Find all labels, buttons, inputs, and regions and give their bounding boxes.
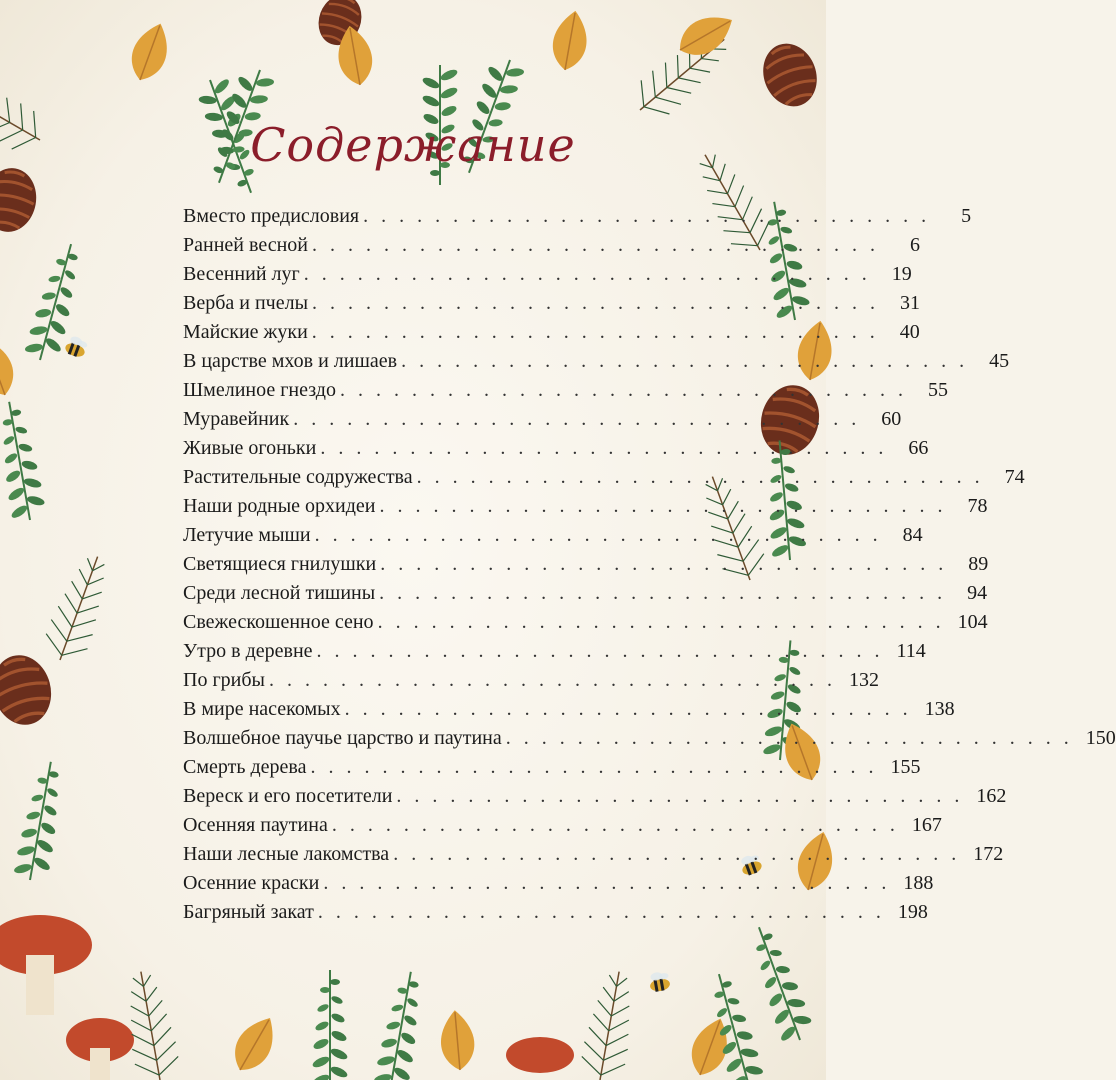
toc-entry-title: Утро в деревне [183, 640, 313, 662]
toc-leader-dots: ................................ [320, 437, 897, 459]
toc-entry-page-number: 78 [967, 495, 988, 517]
toc-entry-page-number: 104 [957, 611, 988, 633]
toc-entry[interactable] [183, 263, 912, 292]
toc-entry-title: Светящиеся гнилушки [183, 553, 377, 575]
toc-entry-page-number: 6 [909, 234, 920, 256]
toc-entry-title: Вереск и его посетители [183, 785, 393, 807]
toc-entry-title: Майские жуки [183, 321, 308, 343]
toc-entry-page-number: 19 [891, 263, 912, 285]
toc-entry-title: Наши родные орхидеи [183, 495, 376, 517]
toc-entry[interactable] [183, 640, 926, 669]
toc-entry[interactable] [183, 669, 879, 698]
toc-entry[interactable] [183, 437, 929, 466]
toc-entry-title: Ранней весной [183, 234, 308, 256]
toc-leader-dots: ................................ [311, 321, 888, 343]
toc-leader-dots: ................................ [377, 611, 954, 633]
toc-entry-title: Осенние краски [183, 872, 320, 894]
table-of-contents [183, 205, 1116, 930]
toc-entry-page-number: 172 [973, 843, 1004, 865]
toc-leader-dots: ................................ [396, 785, 973, 807]
toc-entry[interactable] [183, 321, 920, 350]
toc-entry-title: Осенняя паутина [183, 814, 328, 836]
toc-leader-dots: ................................ [316, 640, 893, 662]
toc-entry-title: Растительные содружества [183, 466, 413, 488]
toc-entry-title: Муравейник [183, 408, 290, 430]
toc-entry[interactable] [183, 495, 988, 524]
toc-entry-title: Верба и пчелы [183, 292, 309, 314]
toc-entry-page-number: 89 [968, 553, 989, 575]
toc-entry-title: В царстве мхов и лишаев [183, 350, 398, 372]
toc-leader-dots: ................................ [311, 234, 888, 256]
toc-leader-dots: ................................ [303, 263, 880, 285]
toc-entry-page-number: 45 [989, 350, 1010, 372]
toc-entry-page-number: 55 [927, 379, 948, 401]
toc-leader-dots: ................................ [416, 466, 993, 488]
toc-entry-page-number: 162 [976, 785, 1007, 807]
toc-leader-dots: ................................ [331, 814, 908, 836]
toc-entry-page-number: 155 [890, 756, 921, 778]
toc-entry-page-number: 5 [961, 205, 972, 227]
toc-entry[interactable] [183, 756, 921, 785]
toc-entry[interactable] [183, 843, 1004, 872]
toc-leader-dots: ................................ [323, 872, 900, 894]
toc-entry-title: Летучие мыши [183, 524, 311, 546]
toc-entry[interactable] [183, 350, 1010, 379]
toc-entry-page-number: 84 [902, 524, 923, 546]
toc-leader-dots: ................................ [363, 205, 940, 227]
toc-leader-dots: ................................ [314, 524, 891, 546]
toc-entry[interactable] [183, 872, 934, 901]
toc-entry-page-number: 114 [896, 640, 926, 662]
toc-leader-dots: ................................ [379, 495, 956, 517]
toc-entry-title: Среди лесной тишины [183, 582, 376, 604]
toc-entry-page-number: 150 [1085, 727, 1116, 749]
toc-entry[interactable] [183, 901, 928, 930]
toc-entry-page-number: 74 [1004, 466, 1025, 488]
toc-entry-page-number: 167 [911, 814, 942, 836]
toc-entry-page-number: 132 [848, 669, 879, 691]
toc-leader-dots: ................................ [317, 901, 894, 923]
toc-entry-title: Весенний луг [183, 263, 300, 285]
toc-entry-title: Волшебное паучье царство и паутина [183, 727, 502, 749]
toc-leader-dots: ................................ [312, 292, 889, 314]
toc-entry[interactable] [183, 379, 948, 408]
toc-leader-dots: ................................ [268, 669, 845, 691]
toc-entry-page-number: 31 [900, 292, 921, 314]
toc-entry[interactable] [183, 582, 988, 611]
toc-leader-dots: ................................ [401, 350, 978, 372]
toc-entry-page-number: 60 [881, 408, 902, 430]
toc-entry[interactable] [183, 785, 1007, 814]
toc-leader-dots: ................................ [344, 698, 921, 720]
toc-entry[interactable] [183, 611, 988, 640]
toc-entry-page-number: 66 [908, 437, 929, 459]
toc-entry[interactable] [183, 408, 902, 437]
toc-entry[interactable] [183, 466, 1025, 495]
toc-entry[interactable] [183, 698, 955, 727]
toc-entry-title: Шмелиное гнездо [183, 379, 336, 401]
toc-entry-title: Свежескошенное сено [183, 611, 374, 633]
toc-entry-title: Смерть дерева [183, 756, 307, 778]
toc-entry[interactable] [183, 205, 972, 234]
toc-entry-page-number: 138 [924, 698, 955, 720]
toc-entry-page-number: 188 [903, 872, 934, 894]
toc-entry[interactable] [183, 727, 1116, 756]
toc-leader-dots: ................................ [393, 843, 970, 865]
toc-leader-dots: ................................ [505, 727, 1082, 749]
toc-leader-dots: ................................ [380, 553, 957, 575]
toc-entry[interactable] [183, 553, 989, 582]
toc-entry-title: По грибы [183, 669, 265, 691]
toc-entry-page-number: 40 [899, 321, 920, 343]
toc-entry-title: В мире насекомых [183, 698, 341, 720]
toc-entry-title: Живые огоньки [183, 437, 317, 459]
toc-entry-title: Багряный закат [183, 901, 314, 923]
toc-entry[interactable] [183, 814, 942, 843]
toc-leader-dots: ................................ [379, 582, 956, 604]
toc-entry-page-number: 198 [897, 901, 928, 923]
toc-leader-dots: ................................ [293, 408, 870, 430]
toc-entry-title: Наши лесные лакомства [183, 843, 390, 865]
page-title: Содержание [250, 118, 576, 172]
toc-entry[interactable] [183, 234, 920, 263]
toc-entry[interactable] [183, 292, 921, 321]
toc-leader-dots: ................................ [310, 756, 887, 778]
toc-leader-dots: ................................ [339, 379, 916, 401]
toc-entry-title: Вместо предисловия [183, 205, 360, 227]
toc-entry[interactable] [183, 524, 923, 553]
toc-entry-page-number: 94 [967, 582, 988, 604]
